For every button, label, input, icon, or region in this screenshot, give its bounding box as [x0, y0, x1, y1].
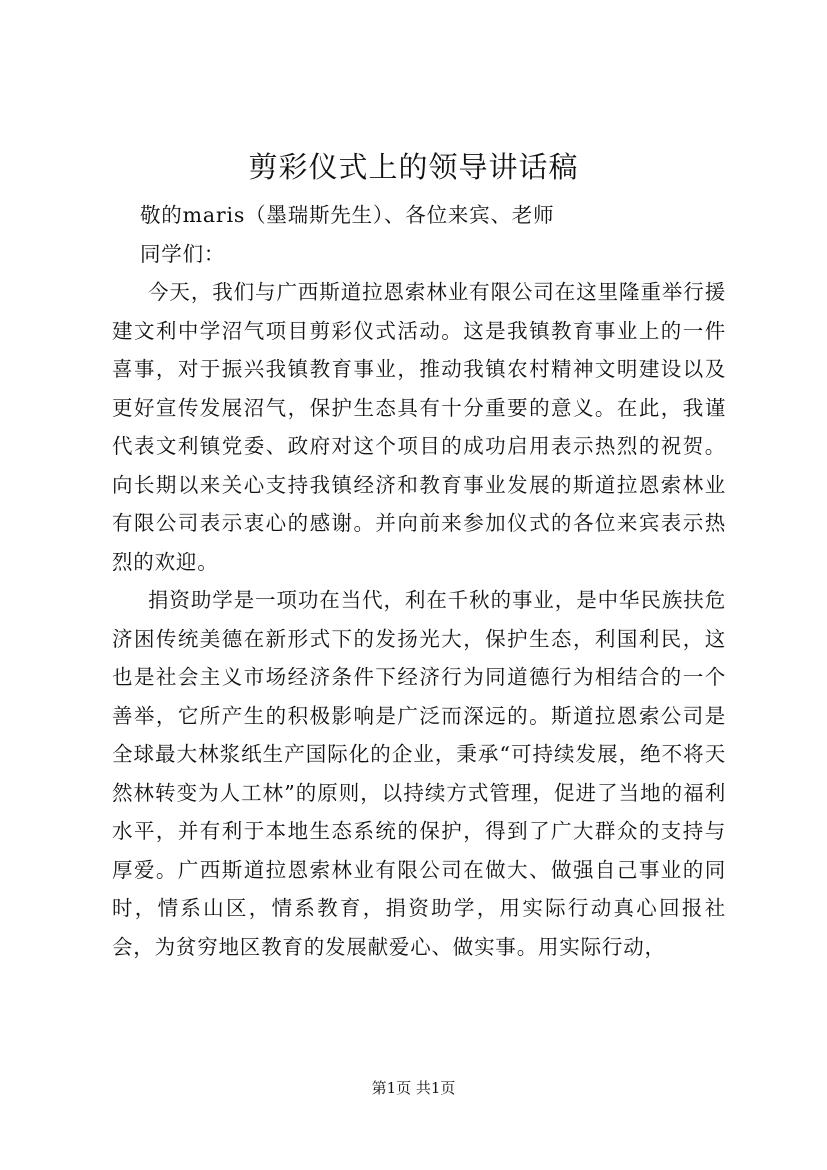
recipients-line: 同学们： [140, 241, 226, 266]
document-title: 剪彩仪式上的领导讲话稿 [248, 150, 579, 184]
paragraph-1: 今天，我们与广西斯道拉恩索林业有限公司在这里隆重举行援建文利中学沼气项目剪彩仪式活动。这是我镇教育事业上的一件喜事，对于振兴我镇教育事业，推动我镇农村精神文明建设以及更好宣传发展沼气，保护生态具有十分重要的意义。在此，我谨代表文利镇党委、政府对这个项目的成功启用表示热烈的祝贺。向长期以来关心支持我镇经济和教育事业发展的斯道拉恩索林业有限公司表示衷心的感谢。并向前来参加仪式的各位来宾表示热烈的欢迎。 [112, 280, 726, 574]
page-footer: 第1页 共1页 [371, 1079, 456, 1097]
paragraph-2: 捐资助学是一项功在当代，利在千秋的事业，是中华民族扶危济困传统美德在新形式下的发扬光大，保护生态，利国利民，这也是社会主义市场经济条件下经济行为同道德行为相结合的一个善举，它所产生的积极影响是广泛而深远的。斯道拉恩索公司是全球最大林浆纸生产国际化的企业，秉承“可持续发展，绝不将天然林转变为人工林”的原则，以持续方式管理，促进了当地的福利水平，并有利于本地生态系统的保护，得到了广大群众的支持与厚爱。广西斯道拉恩索林业有限公司在做大、做强自己事业的同时，情系山区，情系教育，捐资助学，用实际行动真心回报社会，为贫穷地区教育的发展献爱心、做实事。用实际行动， [112, 588, 726, 959]
salutation-line: 敬的maris（墨瑞斯先生）、各位来宾、老师 [140, 203, 555, 227]
document-body [112, 196, 726, 966]
